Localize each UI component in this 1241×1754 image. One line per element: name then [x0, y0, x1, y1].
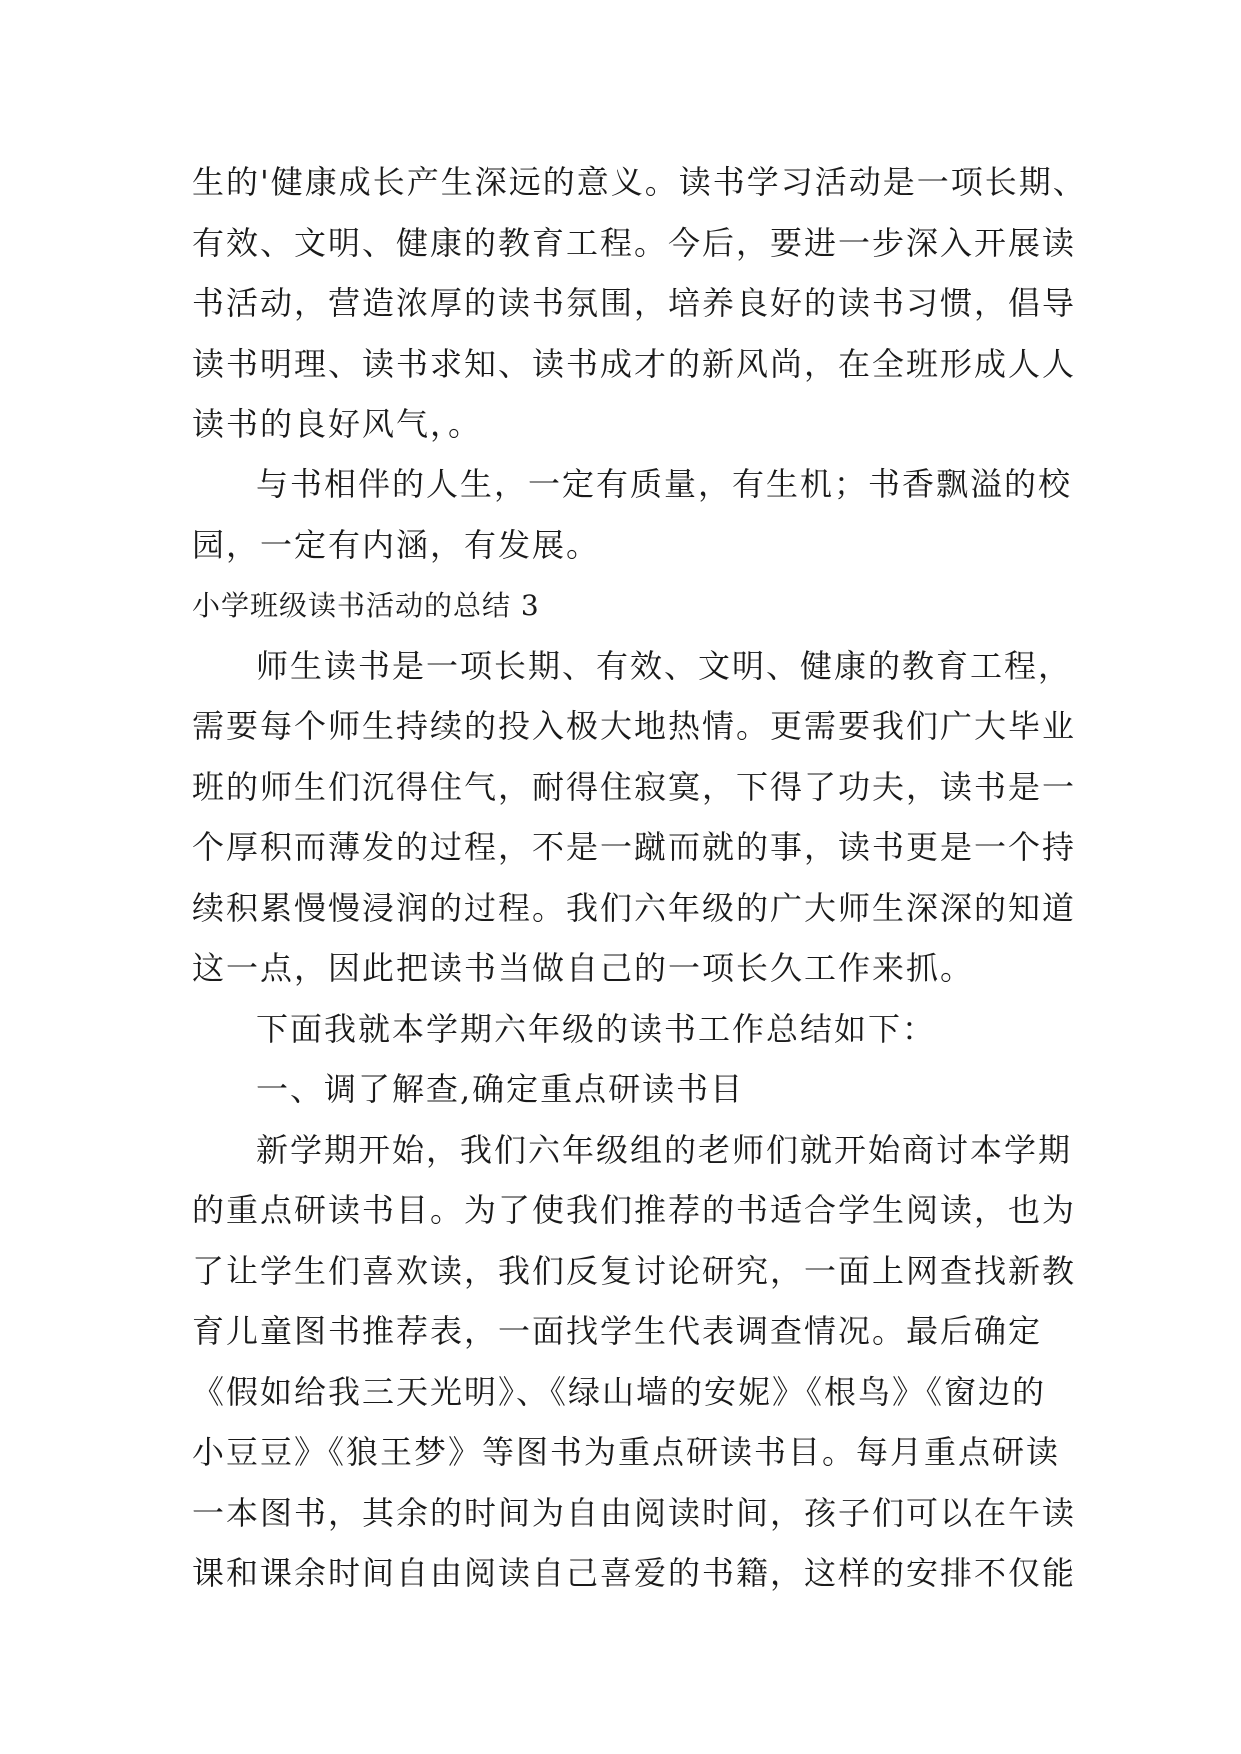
paragraph-first-line: 师生读书是一项长期、有效、文明、健康的教育工程，: [256, 647, 1073, 685]
paragraph-first-line: 新学期开始，我们六年级组的老师们就开始商讨本学期: [256, 1131, 1073, 1169]
text-line: 需要每个师生持续的投入极大地热情。更需要我们广大毕业: [192, 707, 1077, 745]
text-line: 读书明理、读书求知、读书成才的新风尚，在全班形成人人: [192, 345, 1077, 383]
text-line: 育儿童图书推荐表，一面找学生代表调查情况。最后确定: [192, 1312, 1043, 1350]
text-line: 课和课余时间自由阅读自己喜爱的书籍，这样的安排不仅能: [192, 1554, 1077, 1592]
text-line: 一本图书，其余的时间为自由阅读时间，孩子们可以在午读: [192, 1494, 1077, 1532]
text-line: 书活动，营造浓厚的读书氛围，培养良好的读书习惯，倡导: [192, 284, 1077, 322]
text-line: 班的师生们沉得住气，耐得住寂寞，下得了功夫，读书是一: [192, 768, 1077, 806]
text-line: 小豆豆》《狼王梦》等图书为重点研读书目。每月重点研读: [192, 1433, 1061, 1471]
text-line: 读书的良好风气，。: [192, 405, 483, 443]
paragraph-first-line: 与书相伴的人生，一定有质量，有生机；书香飘溢的校: [256, 465, 1073, 503]
section-heading: 小学班级读书活动的总结 3: [192, 589, 540, 622]
text-line: 园，一定有内涵，有发展。: [192, 526, 601, 564]
text-line: 《假如给我三天光明》、《绿山墙的安妮》《根鸟》《窗边的: [192, 1373, 1047, 1411]
text-line: 个厚积而薄发的过程，不是一蹴而就的事，读书更是一个持: [192, 828, 1077, 866]
text-line: 生的'健康成长产生深远的意义。读书学习活动是一项长期、: [192, 163, 1087, 201]
text-line: 有效、文明、健康的教育工程。今后，要进一步深入开展读: [192, 224, 1077, 262]
text-line: 了让学生们喜欢读，我们反复讨论研究，一面上网查找新教: [192, 1252, 1077, 1290]
subsection-heading: 一、调了解查,确定重点研读书目: [256, 1070, 745, 1108]
text-line: 这一点，因此把读书当做自己的一项长久工作来抓。: [192, 949, 975, 987]
text-line: 续积累慢慢浸润的过程。我们六年级的广大师生深深的知道: [192, 889, 1077, 927]
text-line: 的重点研读书目。为了使我们推荐的书适合学生阅读，也为: [192, 1191, 1077, 1229]
paragraph-first-line: 下面我就本学期六年级的读书工作总结如下：: [256, 1010, 937, 1048]
